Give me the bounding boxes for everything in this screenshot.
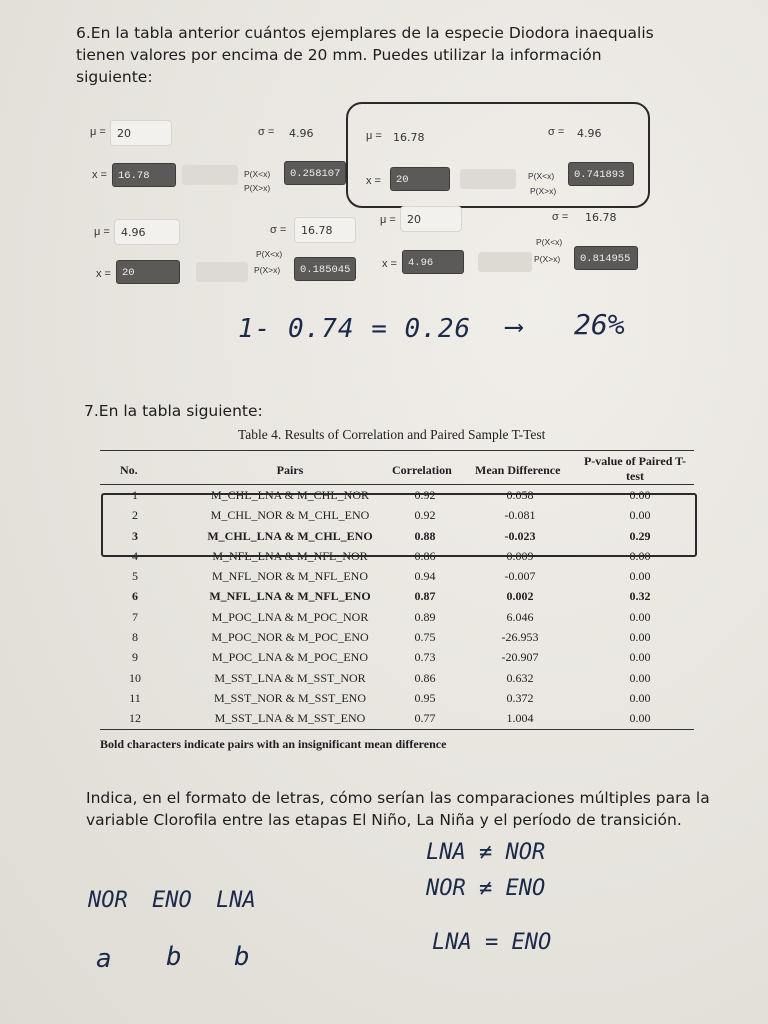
handwritten-group-1: NOR	[88, 888, 128, 913]
mu-label: μ =	[90, 126, 106, 138]
header-p-value: P-value of Paired T-test	[583, 454, 687, 483]
row-number: 6	[132, 589, 138, 604]
row-pair: M_NFL_LNA & M_NFL_NOR	[212, 548, 368, 563]
row-pair: M_NFL_NOR & M_NFL_ENO	[211, 569, 368, 584]
row-pair: M_SST_LNA & M_SST_ENO	[214, 711, 366, 726]
table-bottom-rule	[100, 729, 694, 730]
table-row	[100, 668, 694, 688]
row-pair: M_SST_LNA & M_SST_NOR	[214, 670, 366, 685]
row-mean-difference: 1.004	[506, 711, 534, 726]
sigma-input[interactable]: 16.78	[294, 217, 356, 243]
row-number: 3	[132, 528, 138, 543]
row-p-value: 0.00	[629, 569, 651, 584]
p-less-label: P(X<x)	[536, 237, 563, 247]
row-correlation: 0.88	[414, 528, 436, 543]
x-label: x =	[96, 268, 111, 280]
row-p-value: 0.32	[629, 589, 651, 604]
row-correlation: 0.86	[414, 548, 436, 563]
row-mean-difference: 6.046	[506, 609, 534, 624]
p-greater-output: 0.814955	[574, 246, 638, 270]
handwritten-letter-3: b	[234, 942, 250, 972]
row-correlation: 0.92	[414, 488, 436, 502]
x-input[interactable]: 20	[116, 260, 180, 284]
row-mean-difference: -0.007	[504, 569, 536, 584]
table-row	[100, 586, 694, 606]
sigma-label: σ =	[548, 126, 565, 138]
header-mean-difference: Mean Difference	[475, 463, 561, 477]
mu-input[interactable]: 4.96	[114, 219, 180, 245]
mu-label: μ =	[94, 226, 110, 238]
row-pair: M_NFL_LNA & M_NFL_ENO	[209, 589, 371, 604]
row-mean-difference: 0.009	[506, 548, 534, 563]
p-greater-label: P(X>x)	[534, 254, 561, 264]
row-number: 10	[129, 670, 141, 685]
row-correlation: 0.86	[414, 670, 436, 685]
row-correlation: 0.87	[414, 589, 436, 604]
row-number: 2	[132, 508, 138, 523]
circled-answer-mark	[346, 102, 650, 208]
p-greater-label: P(X>x)	[254, 265, 281, 275]
question-6-text: 6.En la tabla anterior cuántos ejemplares de la especie Diodora inaequalis tienen valores por encima de 20 mm. Puedes utilizar la información siguiente:	[76, 24, 654, 86]
row-mean-difference: 0.372	[506, 690, 534, 705]
row-mean-difference: -20.907	[501, 650, 539, 665]
row-p-value: 0.00	[629, 488, 651, 502]
sigma-label: σ =	[258, 126, 275, 138]
mu-input[interactable]: 20	[110, 120, 172, 146]
handwritten-percent: 26%	[574, 308, 625, 341]
row-pair: M_SST_NOR & M_SST_ENO	[213, 690, 367, 705]
header-correlation: Correlation	[392, 463, 452, 477]
row-mean-difference: -0.081	[504, 508, 536, 523]
row-mean-difference: 0.058	[506, 488, 534, 502]
table-row	[100, 627, 694, 647]
table-note: Bold characters indicate pairs with an insignificant mean difference	[100, 737, 447, 751]
handwritten-letter-1: a	[96, 944, 112, 974]
row-mean-difference: 0.632	[506, 670, 534, 685]
p-greater-label: P(X>x)	[530, 186, 557, 196]
x-label: x =	[366, 175, 381, 187]
handwritten-relation-1: LNA ≠ NOR	[426, 840, 546, 865]
handwritten-calculation: 1- 0.74 = 0.26	[238, 314, 472, 344]
row-p-value: 0.00	[629, 690, 651, 705]
row-correlation: 0.73	[414, 650, 436, 665]
mu-label: μ =	[380, 214, 396, 226]
row-number: 5	[132, 569, 138, 584]
x-input[interactable]: 20	[390, 167, 450, 191]
row-number: 1	[132, 488, 138, 502]
row-pair: M_CHL_NOR & M_CHL_ENO	[210, 508, 370, 523]
row-number: 11	[129, 690, 141, 705]
highlight-rows-1-3	[101, 493, 697, 557]
sigma-label: σ =	[270, 224, 287, 236]
p-greater-output: 0.185045	[294, 257, 356, 281]
p-greater-label: P(X>x)	[244, 183, 271, 193]
row-p-value: 0.00	[629, 548, 651, 563]
row-number: 12	[129, 711, 141, 726]
header-pairs: Pairs	[276, 463, 304, 477]
row-mean-difference: 0.002	[506, 589, 534, 604]
p-less-label: P(X<x)	[528, 171, 555, 181]
p-less-label: P(X<x)	[244, 169, 271, 179]
row-correlation: 0.95	[414, 690, 436, 705]
handwritten-relation-3: LNA = ENO	[432, 930, 552, 955]
x-label: x =	[382, 258, 397, 270]
table-row	[100, 688, 694, 708]
grey-slot	[196, 262, 248, 282]
row-p-value: 0.00	[629, 609, 651, 624]
p-less-output: 0.258107	[284, 161, 346, 185]
header-no: No.	[120, 463, 138, 477]
grey-slot	[460, 169, 516, 189]
row-number: 8	[132, 630, 138, 645]
sigma-input[interactable]: 4.96	[577, 127, 602, 140]
row-number: 4	[132, 548, 138, 563]
row-correlation: 0.75	[414, 630, 436, 645]
row-p-value: 0.00	[629, 650, 651, 665]
x-label: x =	[92, 169, 107, 181]
row-correlation: 0.94	[414, 569, 436, 584]
results-table	[100, 450, 694, 730]
table-row	[100, 708, 694, 728]
mu-input[interactable]: 20	[400, 206, 462, 232]
row-number: 7	[132, 609, 138, 624]
indica-question-text: Indica, en el formato de letras, cómo serían las comparaciones múltiples para la variable Clorofila entre las etapas El Niño, La Niña y el período de transición.	[86, 789, 710, 829]
question-7-text: 7.En la tabla siguiente:	[84, 402, 263, 420]
row-pair: M_POC_LNA & M_POC_ENO	[211, 650, 369, 665]
handwritten-arrow: ⟶	[506, 312, 522, 342]
row-pair: M_POC_NOR & M_POC_ENO	[211, 630, 369, 645]
sigma-input[interactable]: 16.78	[585, 211, 617, 224]
table-row	[100, 566, 694, 586]
row-mean-difference: -0.023	[504, 528, 536, 543]
row-correlation: 0.77	[414, 711, 436, 726]
row-mean-difference: -26.953	[501, 630, 539, 645]
row-correlation: 0.92	[414, 508, 436, 523]
handwritten-relation-2: NOR ≠ ENO	[426, 876, 546, 901]
mu-input[interactable]: 16.78	[393, 131, 425, 144]
x-input[interactable]: 4.96	[402, 250, 464, 274]
table-header	[100, 451, 694, 484]
row-p-value: 0.29	[629, 528, 651, 543]
row-p-value: 0.00	[629, 670, 651, 685]
row-p-value: 0.00	[629, 630, 651, 645]
p-less-label: P(X<x)	[256, 249, 283, 259]
grey-slot	[478, 252, 532, 272]
handwritten-letter-2: b	[166, 942, 182, 972]
grey-slot	[182, 165, 238, 185]
handwritten-group-2: ENO	[152, 888, 192, 913]
row-p-value: 0.00	[629, 711, 651, 726]
table-row	[100, 607, 694, 627]
x-input[interactable]: 16.78	[112, 163, 176, 187]
table-caption: Table 4. Results of Correlation and Paired Sample T-Test	[238, 427, 546, 442]
row-p-value: 0.00	[629, 508, 651, 523]
row-correlation: 0.89	[414, 609, 436, 624]
row-number: 9	[132, 650, 138, 665]
row-pair: M_CHL_LNA & M_CHL_ENO	[207, 528, 373, 543]
p-less-output: 0.741893	[568, 162, 634, 186]
sigma-input[interactable]: 4.96	[289, 127, 314, 140]
mu-label: μ =	[366, 130, 382, 142]
handwritten-group-3: LNA	[216, 888, 256, 913]
table-row	[100, 647, 694, 667]
sigma-label: σ =	[552, 211, 569, 223]
row-pair: M_POC_LNA & M_POC_NOR	[211, 609, 369, 624]
row-pair: M_CHL_LNA & M_CHL_NOR	[210, 488, 369, 502]
